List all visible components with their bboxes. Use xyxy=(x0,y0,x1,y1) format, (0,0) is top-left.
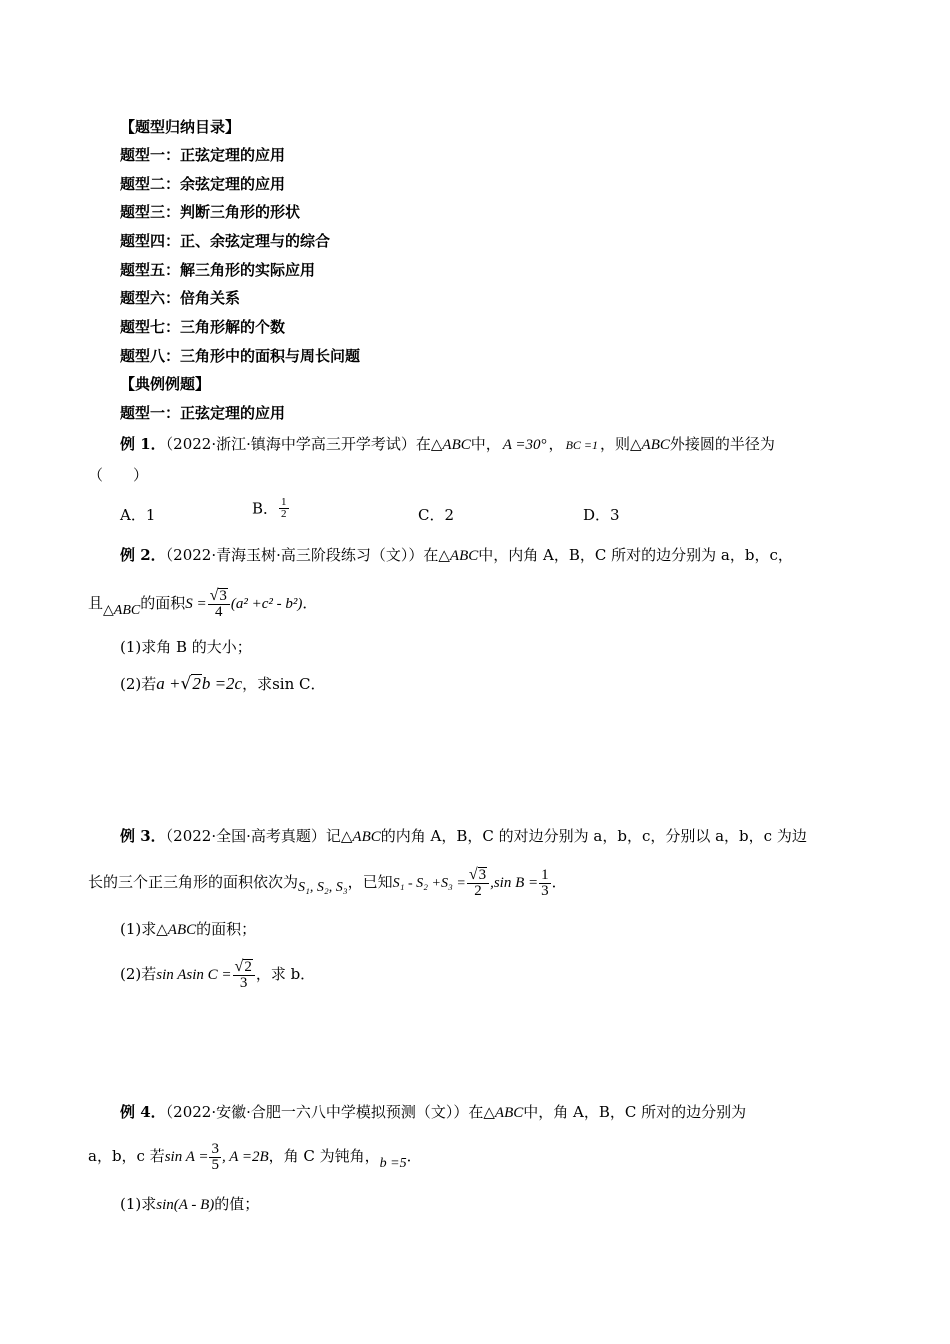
example-3-fraction-1: $\frac{√3}{2}$ xyxy=(467,867,489,900)
frac-den: 5 xyxy=(211,1156,219,1173)
example-3-source: （2022·全国·高考真题）记 xyxy=(165,827,341,845)
example-2-question-2: (2)若a +√2b =2c，求sin C． xyxy=(120,674,326,694)
example-1-then: ，则 xyxy=(600,435,631,453)
q1-pre: (1)求 xyxy=(120,920,157,938)
example-4-line-1 xyxy=(120,1102,746,1123)
frac-den: 2 xyxy=(281,508,287,520)
example-4-triangle: △ABC xyxy=(483,1105,524,1121)
example-3-fraction-2 xyxy=(539,868,551,899)
period: ． xyxy=(406,1147,422,1165)
s-expr: S₁ - S₂ +S₃ = xyxy=(392,876,466,891)
section-title: 题型一：正弦定理的应用 xyxy=(120,404,286,422)
catalog-item-5: 题型五：解三角形的实际应用 xyxy=(120,261,316,279)
line2-pre: a，b，c 若 xyxy=(88,1147,165,1165)
example-4-line-2 xyxy=(88,1136,422,1184)
catalog-item-6: 题型六：倍角关系 xyxy=(120,289,241,307)
example-4-question-1 xyxy=(120,1194,259,1215)
q2-expr-a: a + xyxy=(156,674,181,693)
example-2-label: 例 2． xyxy=(120,546,166,564)
example-2-period: ． xyxy=(302,594,318,612)
frac-num: 1 xyxy=(281,496,287,508)
example-4-source: （2022·安徽·合肥一六八中学模拟预测（文））在 xyxy=(165,1103,484,1121)
frac-den: 2 xyxy=(474,883,482,900)
s-list: S₁, S₂, S₃ xyxy=(298,880,348,895)
q2-expr: sin Asin C = xyxy=(156,967,232,983)
q2-expr-b: b =2c xyxy=(201,674,243,693)
a2b: , A =2B xyxy=(221,1149,269,1165)
example-1-zhong: 中， xyxy=(470,435,501,453)
example-1-angle-a: A =30° xyxy=(502,437,547,453)
example-2-source: （2022·青海玉树·高三阶段练习（文））在 xyxy=(165,546,439,564)
q2-post: ，求 b． xyxy=(255,965,316,983)
catalog-header: 【题型归纳目录】 xyxy=(120,118,241,136)
q1-pre: (1)求 xyxy=(120,1195,157,1213)
example-1-paren: （ ） xyxy=(88,466,149,484)
example-4-fraction xyxy=(209,1142,221,1173)
sqrt-val: 3 xyxy=(219,587,227,604)
example-4-label: 例 4． xyxy=(120,1103,166,1121)
catalog-item-8: 题型八：三角形中的面积与周长问题 xyxy=(120,347,361,365)
sqrt-val: 2 xyxy=(244,958,252,975)
sinb: ,sin B = xyxy=(490,875,539,891)
example-1-option-b xyxy=(252,497,290,520)
q1-post: 的面积； xyxy=(196,920,257,938)
known: ，已知 xyxy=(347,873,393,891)
example-3-question-2 xyxy=(120,952,315,997)
example-1-line-1 xyxy=(120,434,775,455)
example-1-option-b-fraction xyxy=(279,497,289,520)
q1-expr: sin(A - B) xyxy=(156,1197,215,1213)
example-1-option-a: A．1 xyxy=(120,506,156,524)
q2-post: ，求sin C． xyxy=(242,675,326,693)
example-1-option-c: C．2 xyxy=(418,506,455,524)
example-2-qie: 且 xyxy=(88,594,104,612)
example-3-triangle: △ABC xyxy=(340,829,381,845)
catalog-item-2: 题型二：余弦定理的应用 xyxy=(120,175,286,193)
q2-pre: (2)若 xyxy=(120,965,157,983)
catalog-item-4: 题型四：正、余弦定理与的综合 xyxy=(120,232,331,250)
example-2-line-2 xyxy=(88,586,317,628)
c-obtuse: ，角 C 为钝角， xyxy=(268,1147,380,1165)
q1-post: 的值； xyxy=(214,1195,260,1213)
frac-num: 1 xyxy=(541,866,549,883)
frac-den: 4 xyxy=(215,604,223,621)
example-2-triangle: △ABC xyxy=(438,548,479,564)
b5: b =5 xyxy=(379,1156,407,1171)
q1-tri: △ABC xyxy=(156,922,197,938)
example-1-triangle: △ABC xyxy=(430,437,471,453)
example-2-area-text: 的面积 xyxy=(140,594,186,612)
example-3-question-1 xyxy=(120,919,256,940)
frac-den: 3 xyxy=(239,975,248,992)
frac-num: 3 xyxy=(211,1140,219,1157)
example-3-desc: 的内角 A，B，C 的对边分别为 a，b，c，分别以 a，b，c 为边 xyxy=(380,827,807,845)
catalog-item-7: 题型七：三角形解的个数 xyxy=(120,318,286,336)
sqrt-val: 3 xyxy=(478,866,487,883)
example-4-desc: 中，角 A，B，C 所对的边分别为 xyxy=(523,1103,747,1121)
catalog-item-1: 题型一：正弦定理的应用 xyxy=(120,146,286,164)
example-1-triangle-2: △ABC xyxy=(630,437,670,453)
examples-header: 【典例例题】 xyxy=(120,375,211,393)
example-1-bc: BC =1 xyxy=(565,438,598,452)
example-1-option-b-label: B． xyxy=(252,499,279,518)
sin-a: sin A = xyxy=(164,1149,209,1165)
catalog-item-3: 题型三：判断三角形的形状 xyxy=(120,203,301,221)
example-1-ask: 外接圆的半径为 xyxy=(669,435,775,453)
q2-sqrt: 2 xyxy=(192,674,201,693)
example-2-fraction: $\frac{√3}{4}$ xyxy=(208,588,230,621)
example-2-desc: 中，内角 A，B，C 所对的边分别为 a，b，c， xyxy=(478,546,793,564)
frac-den: 3 xyxy=(541,882,549,899)
q2-pre: (2)若 xyxy=(120,675,157,693)
example-3-label: 例 3． xyxy=(120,827,166,845)
line2-pre: 长的三个正三角形的面积依次为 xyxy=(88,873,299,891)
example-3-line-2 xyxy=(88,862,567,908)
example-3-line-1 xyxy=(120,826,807,847)
example-2-triangle-2: △ABC xyxy=(103,603,141,618)
period: ． xyxy=(551,873,567,891)
example-2-expr: (a² +c² - b²) xyxy=(230,596,303,612)
example-2-question-1: (1)求角 B 的大小； xyxy=(120,638,252,656)
example-1-label: 例 1． xyxy=(120,435,166,453)
example-2-line-1 xyxy=(120,545,793,566)
example-2-s-eq: S = xyxy=(185,596,207,612)
example-1-option-d: D．3 xyxy=(583,506,620,524)
example-3-fraction-3: $\frac{√2}{3}$ xyxy=(233,959,255,992)
example-1-source: （2022·浙江·镇海中学高三开学考试）在 xyxy=(165,435,431,453)
example-1-comma: ， xyxy=(548,435,564,453)
